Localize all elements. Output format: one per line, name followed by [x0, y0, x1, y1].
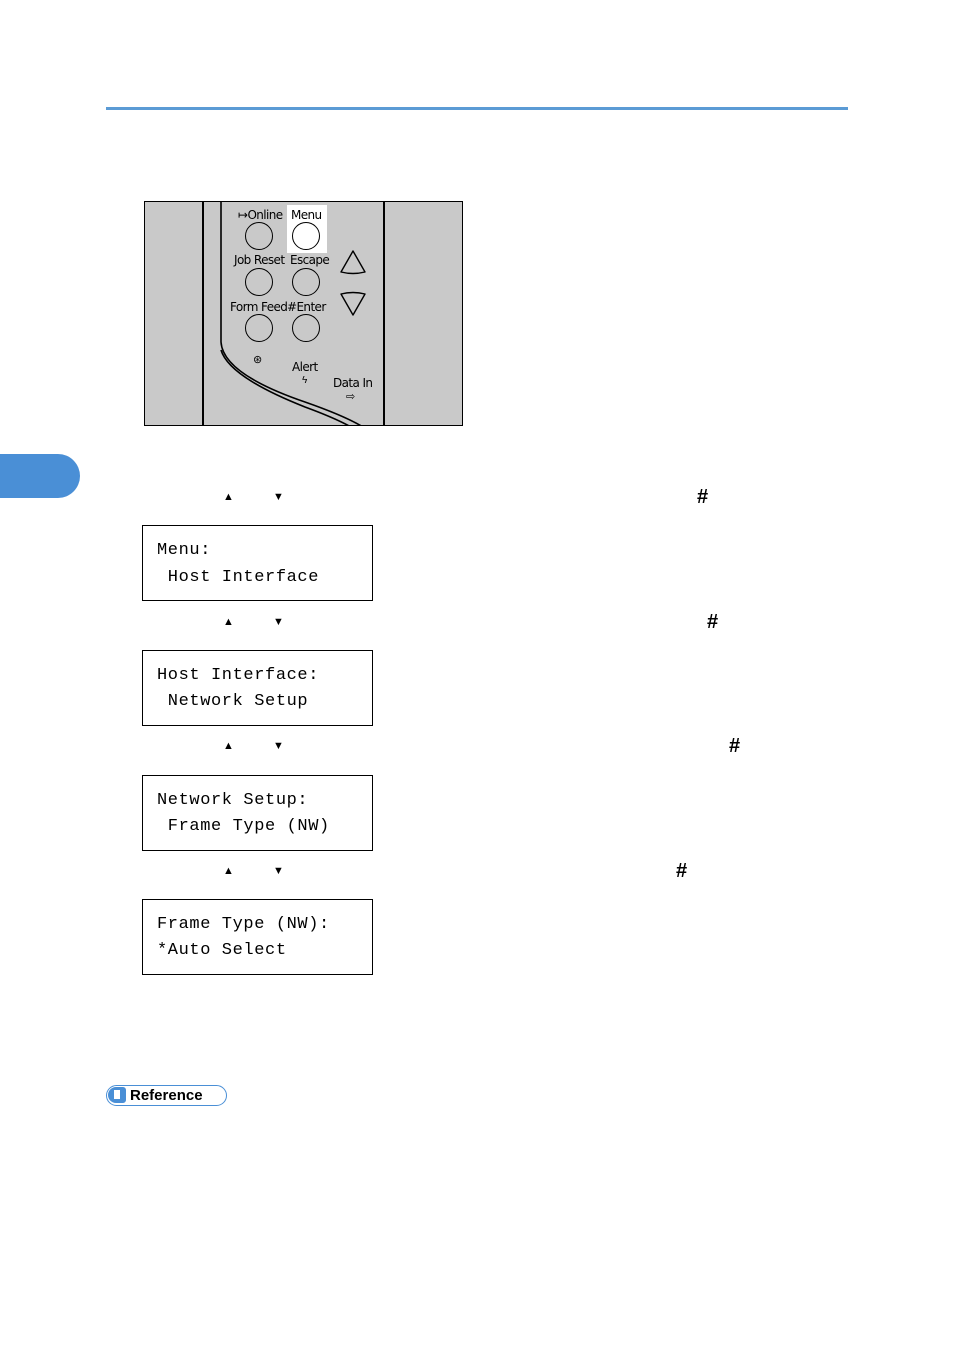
- datain-indicator-icon: ⇨: [346, 391, 356, 403]
- alert-indicator-icon: ϟ: [302, 375, 308, 386]
- enter-key-icon: #: [697, 486, 709, 508]
- up-key-icon: ▲: [223, 491, 234, 503]
- down-key-icon: ▼: [273, 865, 284, 877]
- formfeed-label: Form Feed: [230, 300, 288, 314]
- lcd-display-menu: [142, 525, 373, 601]
- reference-badge: [106, 1085, 227, 1106]
- enter-key-icon: #: [707, 611, 719, 633]
- alert-label: Alert: [292, 360, 318, 374]
- datain-label: Data In: [333, 376, 373, 390]
- control-panel-illustration: [144, 201, 463, 426]
- menu-label: Menu: [291, 208, 322, 222]
- down-key-icon: ▼: [273, 740, 284, 752]
- up-key-icon: ▲: [223, 740, 234, 752]
- online-label: ↦Online: [238, 208, 283, 222]
- up-arrow-key-icon[interactable]: [339, 249, 367, 275]
- power-indicator-icon: ⊛: [253, 354, 263, 366]
- lcd-display-frame-type: [142, 899, 373, 975]
- lcd-line-1: Menu:: [157, 541, 212, 560]
- reference-book-icon: [108, 1087, 126, 1103]
- header-rule: [106, 107, 848, 110]
- lcd-line-1: Network Setup:: [157, 791, 309, 810]
- enter-button[interactable]: [292, 314, 320, 342]
- lcd-line-2: Frame Type (NW): [157, 817, 330, 836]
- up-key-icon: ▲: [223, 865, 234, 877]
- formfeed-button[interactable]: [245, 314, 273, 342]
- lcd-display-network-setup: [142, 775, 373, 851]
- jobreset-button[interactable]: [245, 268, 273, 296]
- online-button[interactable]: [245, 222, 273, 250]
- reference-label: Reference: [130, 1087, 203, 1104]
- menu-button[interactable]: [292, 222, 320, 250]
- down-key-icon: ▼: [273, 491, 284, 503]
- lcd-line-1: Host Interface:: [157, 666, 320, 685]
- enter-label: #Enter: [287, 300, 326, 314]
- enter-key-icon: #: [729, 735, 741, 757]
- escape-button[interactable]: [292, 268, 320, 296]
- enter-key-icon: #: [676, 860, 688, 882]
- jobreset-label: Job Reset: [234, 253, 285, 267]
- down-arrow-key-icon[interactable]: [339, 291, 367, 317]
- up-key-icon: ▲: [223, 616, 234, 628]
- lcd-display-host-interface: [142, 650, 373, 726]
- escape-label: Escape: [290, 253, 330, 267]
- lcd-line-2: *Auto Select: [157, 941, 287, 960]
- lcd-line-2: Network Setup: [157, 692, 309, 711]
- down-key-icon: ▼: [273, 616, 284, 628]
- lcd-line-2: Host Interface: [157, 568, 320, 587]
- lcd-line-1: Frame Type (NW):: [157, 915, 330, 934]
- chapter-tab: [0, 454, 80, 498]
